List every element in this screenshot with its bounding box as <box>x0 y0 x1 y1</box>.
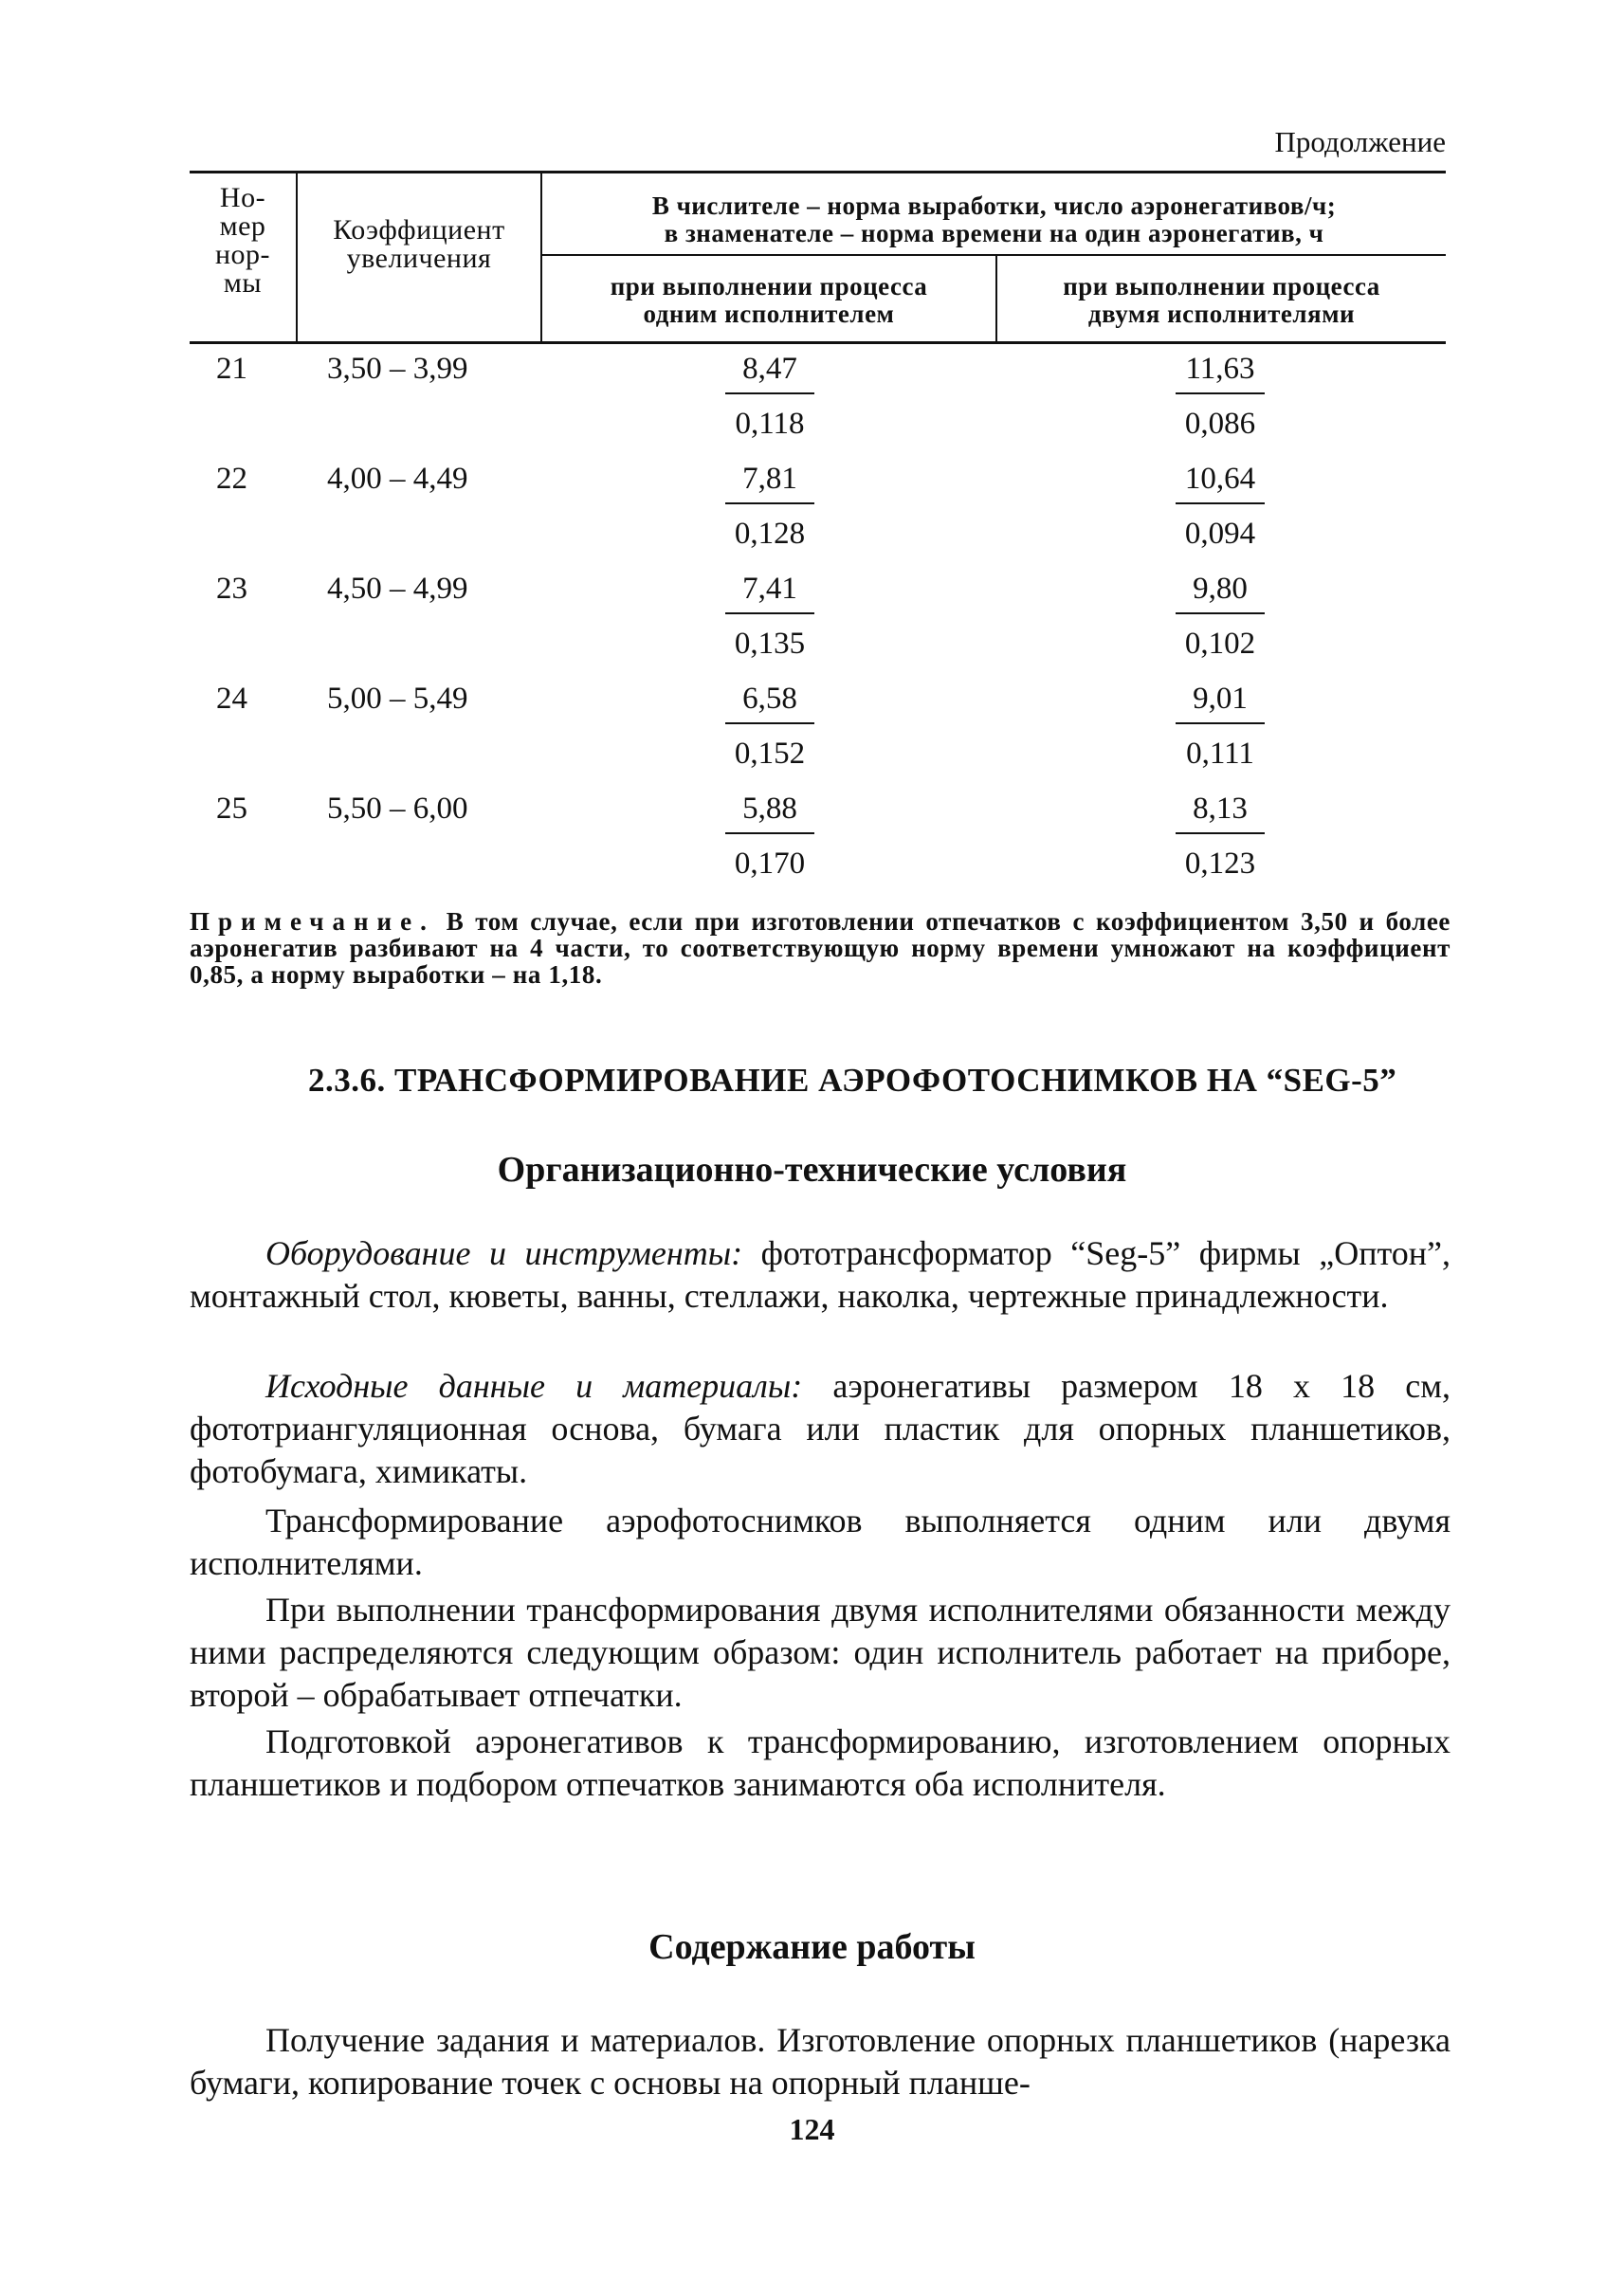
table-row-coefficient: 4,00 – 4,49 <box>327 462 468 496</box>
header-number: Но- мер нор- мы <box>214 182 271 299</box>
fraction-bar <box>725 502 814 504</box>
two-performers-rate: 9,80 <box>1193 572 1248 606</box>
one-performer-time: 0,118 <box>735 407 805 441</box>
one-performer-time: 0,170 <box>734 847 806 881</box>
paragraph-equipment-label: Оборудование и инструменты: <box>265 1234 743 1272</box>
table-row-number: 24 <box>216 682 247 716</box>
one-performer-time: 0,128 <box>734 517 806 551</box>
page-number: 124 <box>789 2112 835 2146</box>
table-row-number: 22 <box>216 462 247 496</box>
paragraph-duties: При выполнении трансформирования двумя исполнителями обязанности между ними распределяются следующим образом: один исполнитель работает на приборе, второй – обрабатывает отпечатки. <box>190 1591 1451 1714</box>
header-one-performer: при выполнении процесса одним исполнителем <box>610 272 928 328</box>
fraction-bar <box>725 612 814 614</box>
table-header-bottom-rule <box>190 341 1446 344</box>
subheading-work-content: Содержание работы <box>648 1927 976 1967</box>
header-two-performers: при выполнении процесса двумя исполнителями <box>1063 272 1380 328</box>
two-performers-time: 0,102 <box>1184 627 1256 661</box>
paragraph-equipment <box>190 1232 1451 1318</box>
paragraph-performers: Трансформирование аэрофотоснимков выполняется одним или двумя исполнителями. <box>190 1502 1451 1582</box>
two-performers-rate: 11,63 <box>1185 352 1255 386</box>
two-performers-time: 0,086 <box>1184 407 1256 441</box>
paragraph-source-data <box>190 1365 1451 1493</box>
one-performer-rate: 6,58 <box>742 682 797 716</box>
table-row-coefficient: 3,50 – 3,99 <box>327 352 468 386</box>
two-performers-time: 0,094 <box>1184 517 1256 551</box>
fraction-bar <box>1176 392 1265 394</box>
table-row-coefficient: 5,00 – 5,49 <box>327 682 468 716</box>
one-performer-rate: 7,81 <box>742 462 797 496</box>
table-row-number: 23 <box>216 572 247 606</box>
two-performers-time: 0,111 <box>1186 737 1254 771</box>
table-row-number: 21 <box>216 352 247 386</box>
two-performers-time: 0,123 <box>1184 847 1256 881</box>
table-note <box>190 908 1451 988</box>
fraction-bar <box>725 392 814 394</box>
one-performer-rate: 5,88 <box>742 792 797 826</box>
two-performers-rate: 10,64 <box>1184 462 1256 496</box>
table-header-divider-rule <box>540 254 1446 256</box>
table-row-coefficient: 5,50 – 6,00 <box>327 792 468 826</box>
header-main: В числителе – норма выработки, число аэронегативов/ч; в знаменателе – норма времени на один аэронегатив, ч <box>651 191 1337 247</box>
paragraph-source-data-label: Исходные данные и материалы: <box>265 1367 803 1405</box>
table-row-number: 25 <box>216 792 247 826</box>
fraction-bar <box>1176 502 1265 504</box>
paragraph-equipment-text: фототрансформатор “Seg-5” фирмы „Оптон”, монтажный стол, кюветы, ванны, стеллажи, наколка, чертежные принадлежности. <box>190 1234 1451 1315</box>
one-performer-time: 0,135 <box>734 627 806 661</box>
one-performer-rate: 8,47 <box>742 352 797 386</box>
two-performers-rate: 8,13 <box>1193 792 1248 826</box>
continuation-label: Продолжение <box>1274 125 1446 158</box>
two-performers-rate: 9,01 <box>1193 682 1248 716</box>
paragraph-work-content: Получение задания и материалов. Изготовление опорных планшетиков (нарезка бумаги, копирование точек с основы на опорный планше- <box>190 2021 1451 2102</box>
paragraph-source-data-text: аэронегативы размером 18 х 18 см, фототриангуляционная основа, бумага или пластик для опорных планшетиков, фотобумага, химикаты. <box>190 1367 1451 1490</box>
one-performer-rate: 7,41 <box>742 572 797 606</box>
one-performer-time: 0,152 <box>734 737 806 771</box>
fraction-bar <box>1176 832 1265 834</box>
note-label: Примечание. <box>190 907 435 936</box>
paragraph-preparation: Подготовкой аэронегативов к трансформированию, изготовлением опорных планшетиков и подбором отпечатков занимаются оба исполнителя. <box>190 1722 1451 1803</box>
note-text: В том случае, если при изготовлении отпечатков с коэффициентом 3,50 и более аэронегатив разбивают на 4 части, то соответствующую норму времени умножают на коэффициент 0,85, а норму выработки – на 1,18. <box>190 907 1451 989</box>
fraction-bar <box>1176 722 1265 724</box>
table-row-coefficient: 4,50 – 4,99 <box>327 572 468 606</box>
fraction-bar <box>725 832 814 834</box>
header-coefficient: Коэффициент увеличения <box>333 214 505 274</box>
section-title: 2.3.6. ТРАНСФОРМИРОВАНИЕ АЭРОФОТОСНИМКОВ НА “SEG-5” <box>308 1062 1397 1099</box>
fraction-bar <box>725 722 814 724</box>
fraction-bar <box>1176 612 1265 614</box>
subheading-conditions: Организационно-технические условия <box>497 1150 1127 1190</box>
table-top-rule <box>190 171 1446 173</box>
